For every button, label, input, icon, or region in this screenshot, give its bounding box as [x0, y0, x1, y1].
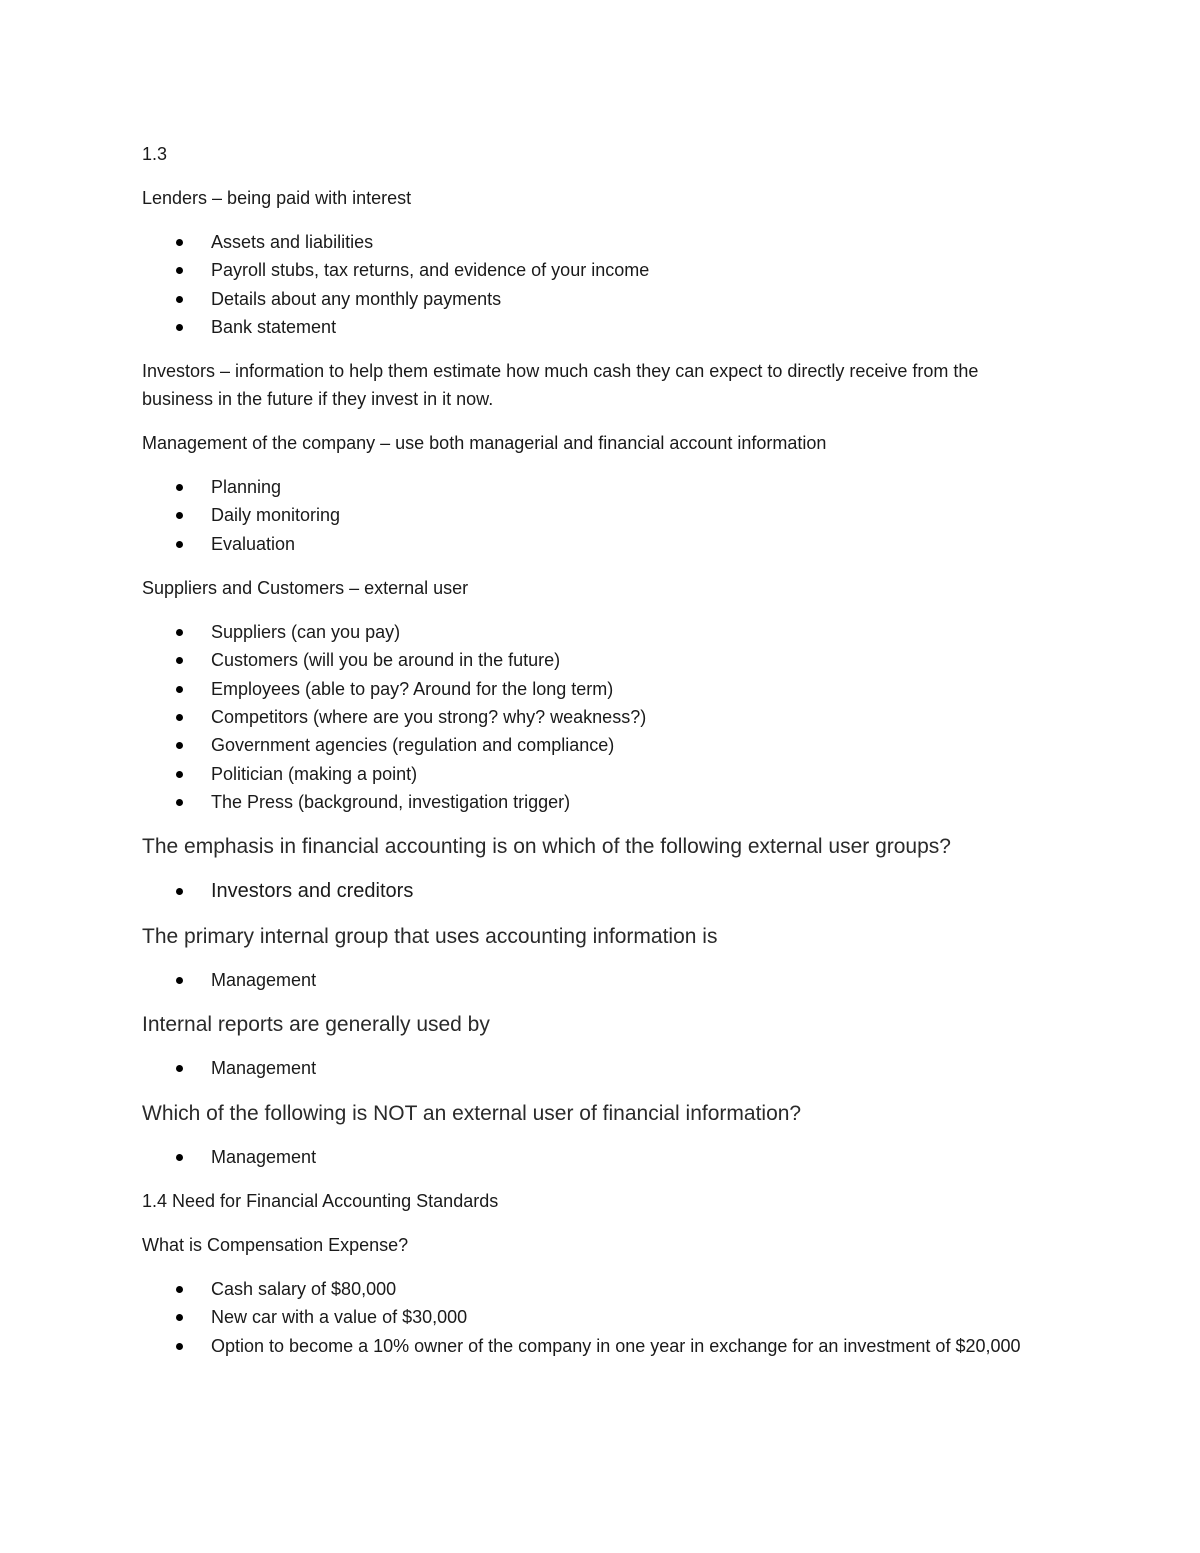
- bullet-icon: [176, 771, 183, 778]
- question-4: Which of the following is NOT an external user of financial information?: [142, 1101, 802, 1125]
- bullet-icon: [176, 657, 183, 664]
- lenders-paragraph: Lenders – being paid with interest: [142, 188, 412, 208]
- list-item: Planning: [142, 473, 1042, 501]
- list-item: Suppliers (can you pay): [142, 618, 1042, 646]
- management-list: [142, 473, 1042, 558]
- bullet-icon: [176, 1065, 183, 1072]
- bullet-icon: [176, 267, 183, 274]
- list-item: Customers (will you be around in the future): [142, 646, 1042, 674]
- investors-paragraph: Investors – information to help them estimate how much cash they can expect to directly receive from the business in the future if they invest in it now.: [142, 361, 979, 410]
- bullet-icon: [176, 888, 183, 895]
- bullet-icon: [176, 296, 183, 303]
- list-item: The Press (background, investigation trigger): [142, 788, 1042, 816]
- list-item: Competitors (where are you strong? why? weakness?): [142, 703, 1042, 731]
- list-item: Employees (able to pay? Around for the long term): [142, 675, 1042, 703]
- lenders-list: [142, 228, 1042, 341]
- answer-1-list: [142, 876, 1042, 906]
- compensation-list: [142, 1275, 1042, 1360]
- suppliers-list: [142, 618, 1042, 816]
- answer-2-list: [142, 966, 1042, 994]
- management-paragraph: Management of the company – use both managerial and financial account information: [142, 433, 827, 454]
- list-item: Details about any monthly payments: [142, 285, 1042, 313]
- suppliers-paragraph: Suppliers and Customers – external user: [142, 578, 469, 599]
- bullet-icon: [176, 1314, 183, 1321]
- list-item: Evaluation: [142, 530, 1042, 558]
- list-item: Government agencies (regulation and compliance): [142, 731, 1042, 759]
- bullet-icon: [176, 714, 183, 721]
- section-heading-1-3: 1.3: [142, 144, 168, 164]
- question-3: Internal reports are generally used by: [142, 1013, 490, 1037]
- bullet-icon: [176, 1154, 183, 1161]
- list-item: Assets and liabilities: [142, 228, 1042, 256]
- bullet-icon: [176, 742, 183, 749]
- list-item: Option to become a 10% owner of the company in one year in exchange for an investment of $20,000: [142, 1332, 1042, 1360]
- question-2: The primary internal group that uses accounting information is: [142, 925, 718, 949]
- answer-4-list: [142, 1143, 1042, 1171]
- list-item: Daily monitoring: [142, 501, 1042, 529]
- answer-3-list: [142, 1054, 1042, 1082]
- document-page: [142, 140, 1042, 1376]
- list-item: Cash salary of $80,000: [142, 1275, 1042, 1303]
- section-heading-1-4: 1.4 Need for Financial Accounting Standards: [142, 1191, 499, 1212]
- list-item: Management: [142, 1054, 1042, 1082]
- bullet-icon: [176, 484, 183, 491]
- list-item: Bank statement: [142, 313, 1042, 341]
- bullet-icon: [176, 239, 183, 246]
- list-item: Politician (making a point): [142, 760, 1042, 788]
- bullet-icon: [176, 512, 183, 519]
- bullet-icon: [176, 686, 183, 693]
- bullet-icon: [176, 1286, 183, 1293]
- list-item: Payroll stubs, tax returns, and evidence of your income: [142, 256, 1042, 284]
- list-item: Management: [142, 1143, 1042, 1171]
- bullet-icon: [176, 629, 183, 636]
- list-item: Management: [142, 966, 1042, 994]
- list-item: Investors and creditors: [142, 876, 1042, 906]
- compensation-paragraph: What is Compensation Expense?: [142, 1235, 409, 1256]
- bullet-icon: [176, 324, 183, 331]
- bullet-icon: [176, 541, 183, 548]
- bullet-icon: [176, 977, 183, 984]
- bullet-icon: [176, 1343, 183, 1350]
- list-item: New car with a value of $30,000: [142, 1303, 1042, 1331]
- bullet-icon: [176, 799, 183, 806]
- question-1: The emphasis in financial accounting is on which of the following external user groups?: [142, 835, 951, 859]
